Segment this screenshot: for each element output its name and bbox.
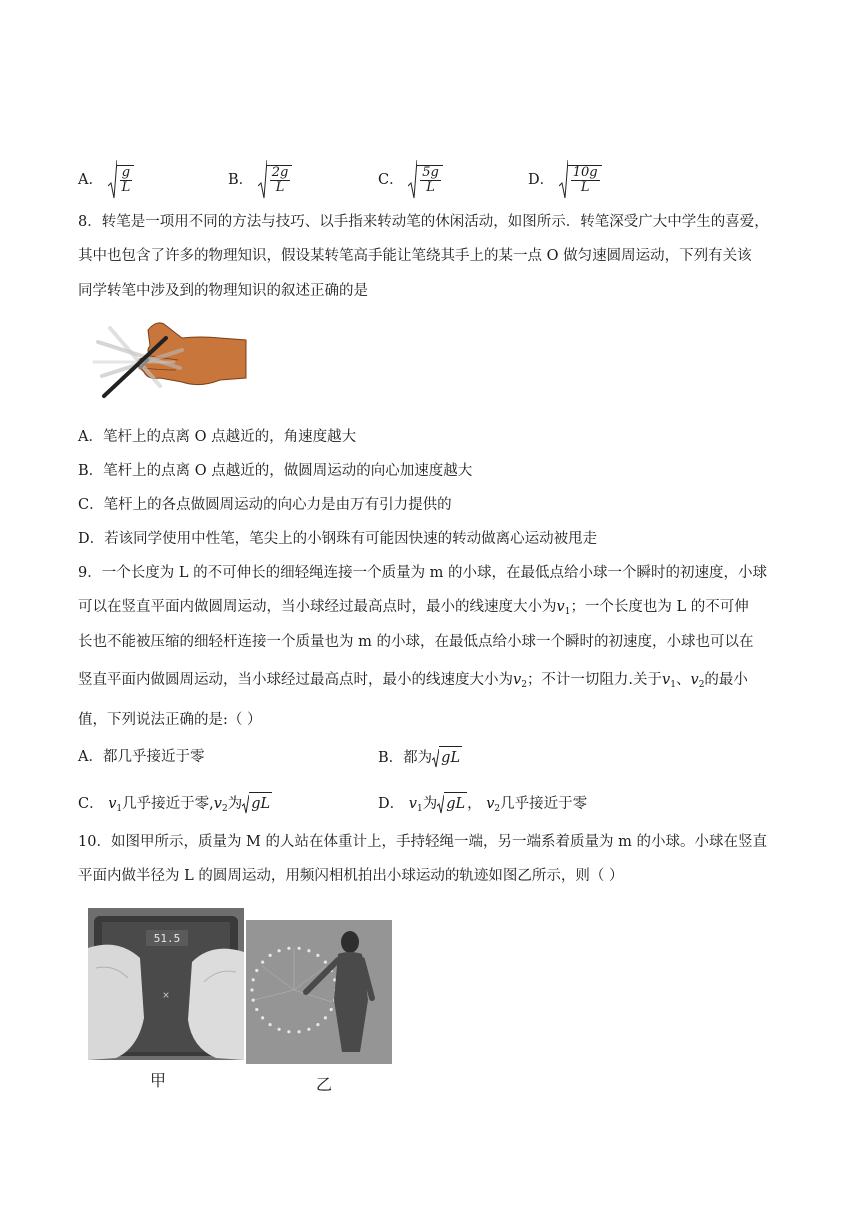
strobe-dot [278, 949, 281, 952]
q9-stem-line: 长也不能被压缩的细轻杆连接一个质量也为 m 的小球，在最低点给小球一个瞬时的初速度，小球也可以在 [78, 634, 754, 650]
strobe-dot [307, 1028, 310, 1031]
sqrt-expression: $\frac{g}{L}$ [108, 160, 135, 200]
strobe-dot [316, 1023, 319, 1026]
strobe-dot [261, 961, 264, 964]
q8-stem-line: 8．转笔是一项用不同的方法与技巧、以手指来转动笔的休闲活动，如图所示．转笔深受广大中学生的喜爱， [78, 214, 769, 230]
strobe-dot [287, 1030, 290, 1033]
q10-stem-line: 10．如图甲所示，质量为 M 的人站在体重计上，手持轻绳一端，另一端系着质量为 m 的小球。小球在竖直 [78, 834, 767, 850]
strobe-dot [298, 947, 301, 950]
strobe-dot [298, 1030, 301, 1033]
svg-text:×: × [162, 991, 170, 1001]
q8-stem-line: 同学转笔中涉及到的物理知识的叙述正确的是 [78, 283, 368, 299]
sqrt-expression: $\frac{5g}{L}$ [408, 160, 443, 200]
scale-reading: 51.5 [153, 932, 181, 945]
q8-option-d[interactable]: D．若该同学使用中性笔，笔尖上的小钢珠有可能因快速的转动做离心运动被甩走 [78, 531, 598, 547]
strobe-dot [255, 1008, 258, 1011]
q7-option-a[interactable]: A． $\frac{g}{L}$ [78, 160, 134, 200]
strobe-dot [324, 961, 327, 964]
q8-option-c[interactable]: C．笔杆上的各点做圆周运动的向心力是由万有引力提供的 [78, 497, 452, 513]
q10-stem-line: 平面内做半径为 L 的圆周运动，用频闪相机拍出小球运动的轨迹如图乙所示，则（ ） [78, 868, 624, 884]
strobe-dot [316, 954, 319, 957]
strobe-dot [269, 1023, 272, 1026]
q9-stem-line: 可以在竖直平面内做圆周运动，当小球经过最高点时，最小的线速度大小为$v_1$；一个长度也为 L 的不可伸 [78, 599, 749, 617]
q7-option-c[interactable]: C． $\frac{5g}{L}$ [378, 160, 443, 200]
q8-option-b[interactable]: B．笔杆上的点离 O 点越近的，做圆周运动的向心加速度越大 [78, 463, 473, 479]
caption-yi: 乙 [316, 1075, 333, 1094]
sqrt-expression: $\frac{2g}{L}$ [258, 160, 293, 200]
q8-option-a[interactable]: A．笔杆上的点离 O 点越近的，角速度越大 [78, 429, 357, 445]
q9-option-b[interactable]: B．都为 gL [378, 746, 462, 769]
sqrt-expression: $\frac{10g}{L}$ [559, 160, 602, 200]
q7-option-b[interactable]: B． $\frac{2g}{L}$ [228, 160, 292, 200]
strobe-dot [287, 947, 290, 950]
strobe-dot [255, 969, 258, 972]
q9-option-c[interactable]: C． $v_1$几乎接近于零$,v_2$为 gL [78, 792, 272, 820]
q8-stem-line: 其中也包含了许多的物理知识，假设某转笔高手能让笔绕其手上的某一点 O 做匀速圆周运动，下列有关该 [78, 248, 752, 264]
q9-stem-line: 竖直平面内做圆周运动，当小球经过最高点时，最小的线速度大小为$v_2$；不计一切阻力.关于$v_1$、$v_2$的最小 [78, 672, 748, 690]
strobe-dot [261, 1016, 264, 1019]
strobe-dot [269, 954, 272, 957]
strobe-dot [307, 949, 310, 952]
scale-photo-jia [88, 908, 244, 1060]
strobe-dot [330, 1008, 333, 1011]
q7-option-d[interactable]: D． $\frac{10g}{L}$ [528, 160, 602, 200]
strobe-dot [278, 1028, 281, 1031]
strobe-photo-yi [246, 920, 392, 1064]
q9-stem-line: 9．一个长度为 L 的不可伸长的细轻绳连接一个质量为 m 的小球，在最低点给小球一个瞬时的初速度，小球 [78, 565, 768, 581]
strobe-dot [324, 1016, 327, 1019]
strobe-dot [252, 978, 255, 981]
pen-spinning-hand-image [90, 316, 252, 402]
strobe-dot [250, 988, 253, 991]
q9-option-a[interactable]: A．都几乎接近于零 [78, 749, 205, 765]
q9-option-d[interactable]: D． $v_1$为 gL ， $v_2$几乎接近于零 [378, 792, 587, 820]
q9-stem-line: 值，下列说法正确的是:（ ） [78, 712, 262, 728]
caption-jia: 甲 [150, 1071, 167, 1090]
